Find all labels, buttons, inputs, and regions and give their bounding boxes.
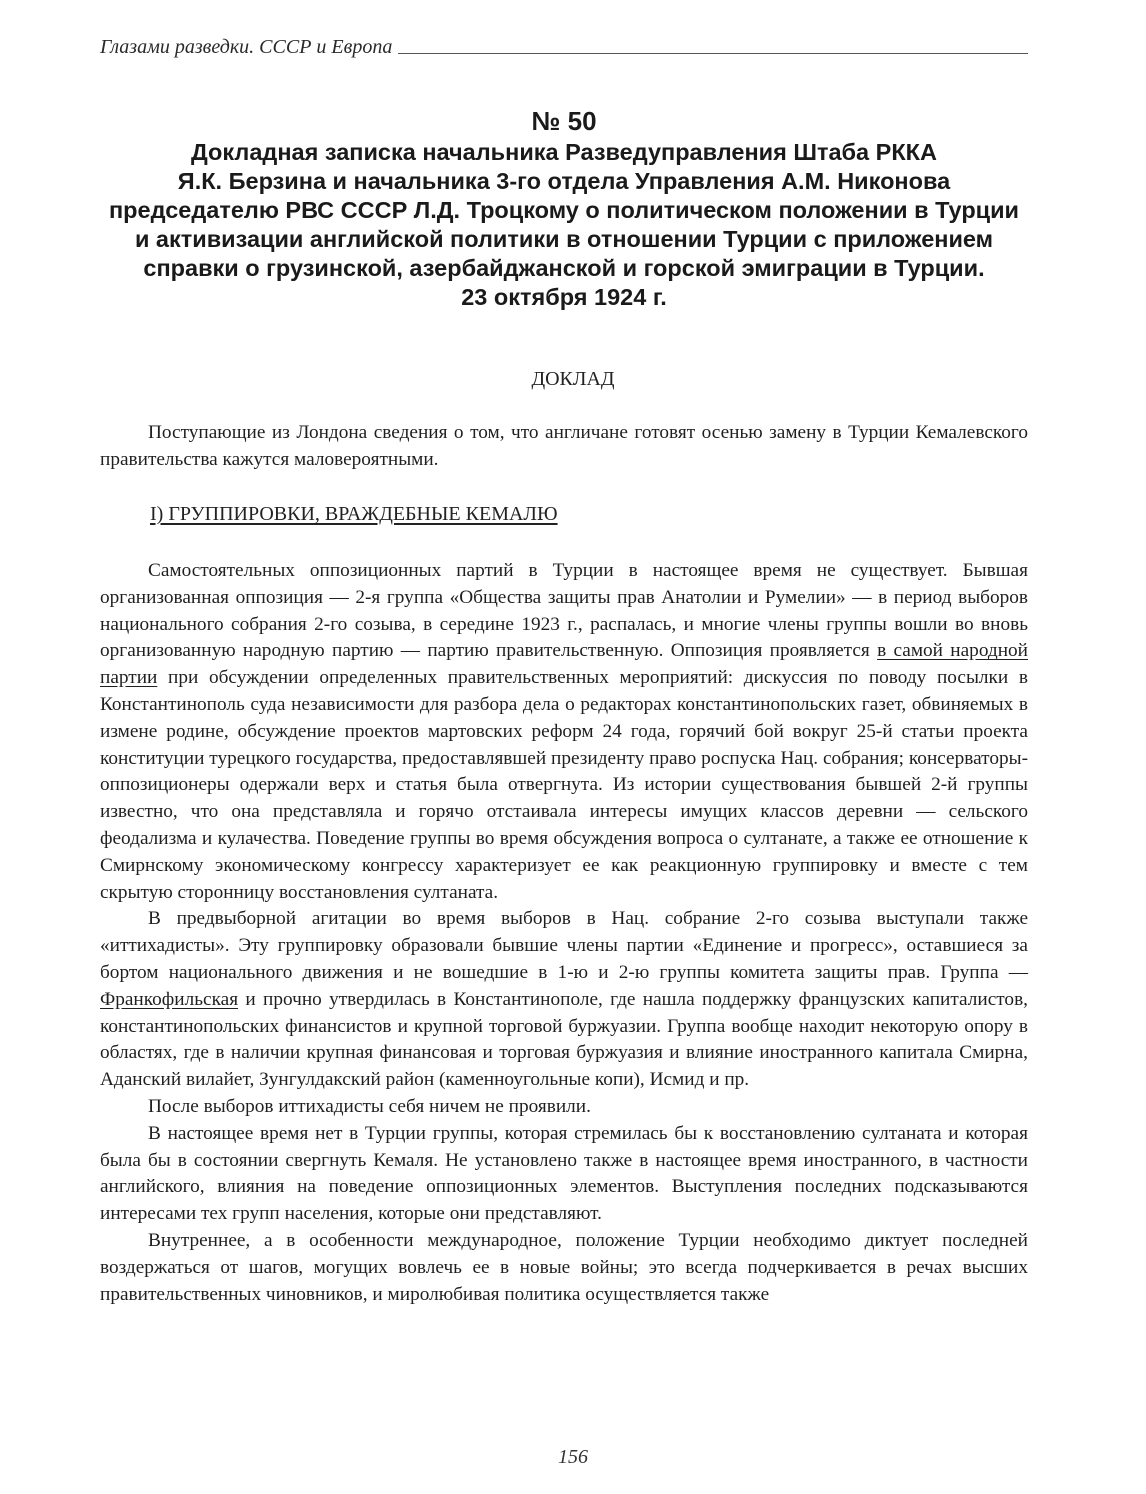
underlined-phrase: в самой народной партии xyxy=(100,640,1028,689)
running-title: Глазами разведки. СССР и Европа xyxy=(100,36,393,58)
document-date: 23 октября 1924 г. xyxy=(461,284,667,310)
document-title-line: Докладная записка начальника Разведуправления Штаба РККА xyxy=(191,139,937,165)
document-title-line: Я.К. Берзина и начальника 3-го отдела Управления А.М. Никонова xyxy=(177,168,951,194)
document-number: № 50 xyxy=(531,106,597,136)
underlined-phrase: Франкофильская xyxy=(100,988,239,1010)
report-intro xyxy=(100,420,1028,474)
paragraph-after-elections: После выборов иттихадисты себя ничем не проявили. xyxy=(148,1095,591,1117)
report-title-wrapper xyxy=(0,368,1146,391)
document-title-line: справки о грузинской, азербайджанской и горской эмиграции в Турции. xyxy=(143,255,985,281)
document-title-line: и активизации английской политики в отношении Турции с приложением xyxy=(134,226,994,252)
header-rule xyxy=(398,53,1028,54)
page-number: 156 xyxy=(558,1446,588,1468)
running-header xyxy=(100,36,1028,59)
document-heading xyxy=(100,104,1028,312)
paragraph-text: и прочно утвердилась в Константинополе, где нашла поддержку французских капиталистов, константинопольских финансистов и крупной торговой буржуазии. Группа вообще находит некоторую опору в областях, где в наличии крупная финансовая и торговая буржуазия и влияние иностранного капитала Смирна, Аданский вилайет, Зунгулдакский район (каменноугольные копи), Исмид и пр. xyxy=(100,988,1028,1091)
intro-paragraph: Поступающие из Лондона сведения о том, что англичане готовят осенью замену в Турции Кемалевского правительства кажутся маловероятными. xyxy=(100,422,1028,470)
paragraph-text: Самостоятельных оппозиционных партий в Турции в настоящее время не существует. Бывшая организованная оппозиция — 2-я группа «Общества защиты прав Анатолии и Румелии» — в период выборов национального собрания 2-го созыва, в середине 1923 г., распалась, и многие члены группы вошли во вновь организованную народную партию — партию правительственную. Оппозиция проявляется xyxy=(100,560,1028,662)
report-title: ДОКЛАД xyxy=(531,368,615,390)
paragraph-text: при обсуждении определенных правительственных мероприятий: дискуссия по поводу посылки в Константинополь суда независимости для разбора дела о редакторах константинопольских газет, обвиняемых в измене родине, обсуждение проектов мартовских реформ 24 года, горячий бой вокруг 25-й статьи проекта конституции турецкого государства, предоставлявшей президенту право роспуска Нац. собрания; консерваторы-оппозиционеры одержали верх и статья была отвергнута. Из истории существования бывшей 2-й группы известно, что она представляла и горячо отстаивала интересы имущих классов деревни — сельского феодализма и кулачества. Поведение группы во время обсуждения вопроса о султанате, а также ее отношение к Смирнскому экономическому конгрессу характеризует ее как реакционную группировку и вместе с тем скрытую сторонницу восстановления султаната. xyxy=(100,667,1028,903)
paragraph-opposition xyxy=(100,558,1028,906)
paragraph-text: В предвыборной агитации во время выборов в Нац. собрание 2-го созыва выступали также «иттихадисты». Эту группировку образовали бывшие члены партии «Единение и прогресс», оставшиеся за бортом национального движения и не вошедшие в 1-ю и 2-ю группы комитета защиты прав. Группа — xyxy=(100,908,1028,983)
paragraph-foreign-policy: Внутреннее, а в особенности международное, положение Турции необходимо диктует последней воздержаться от шагов, могущих вовлечь ее в новые войны; это всегда подчеркивается в речах высших правительственных чиновников, и миролюбивая политика осуществляется также xyxy=(100,1229,1028,1305)
paragraph-ittihadists xyxy=(100,906,1028,1094)
paragraph-no-sultanate-group: В настоящее время нет в Турции группы, которая стремилась бы к восстановлению султаната и которая была бы в состоянии свергнуть Кемаля. Не установлено также в настоящее время иностранного, в частности английского, влияния на поведение оппозиционных элементов. Выступления последних подсказываются интересами тех групп населения, которые они представляют. xyxy=(100,1122,1028,1225)
report-body xyxy=(100,558,1028,1308)
section-title: I) ГРУППИРОВКИ, ВРАЖДЕБНЫЕ КЕМАЛЮ xyxy=(150,503,558,525)
document-title-line: председателю РВС СССР Л.Д. Троцкому о политическом положении в Турции xyxy=(108,197,1020,223)
